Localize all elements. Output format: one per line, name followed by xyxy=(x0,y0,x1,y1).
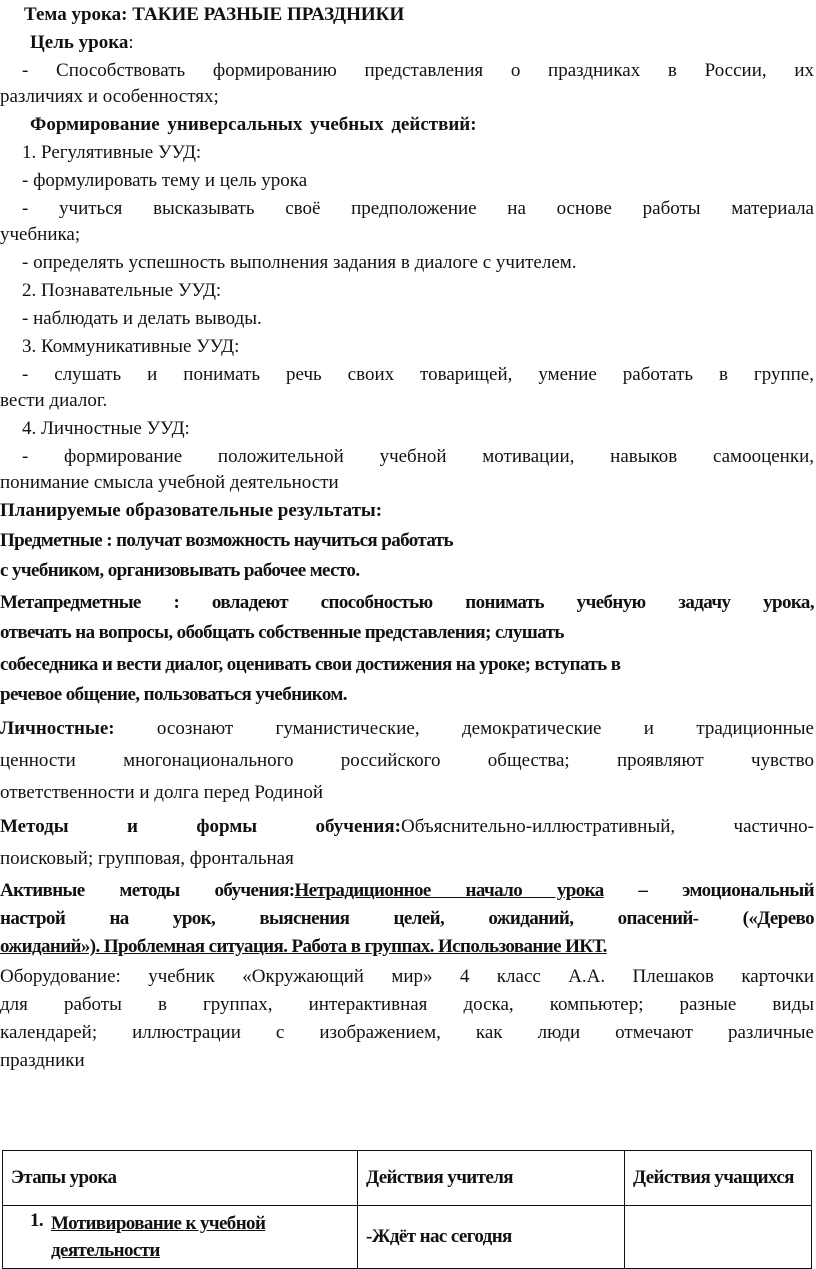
results-heading: Планируемые образовательные результаты: xyxy=(0,500,383,521)
cognitive-title: 2. Познавательные УУД: xyxy=(22,280,222,301)
subject-results-line-2: с учебником, организовывать рабочее место. xyxy=(0,560,360,581)
goal-heading: Цель урока: xyxy=(30,32,134,53)
active-methods-line-2: настрой на урок, выяснения целей, ожиданий, опасений- («Дерево xyxy=(0,908,814,929)
stage-number: 1. xyxy=(29,1210,43,1231)
methods-line-2: поисковый; групповая, фронтальная xyxy=(0,848,294,869)
regulatory-title: 1. Регулятивные УУД: xyxy=(22,142,202,163)
regulatory-item-1: - формулировать тему и цель урока xyxy=(22,170,308,191)
meta-results-line-4: речевое общение, пользоваться учебником. xyxy=(0,684,347,705)
personal-uud-line-2: понимание смысла учебной деятельности xyxy=(0,472,339,493)
personal-results-line-3: ответственности и долга перед Родиной xyxy=(0,782,324,803)
regulatory-item-2-line-2: учебника; xyxy=(0,224,81,245)
methods-line-1: Методы и формы обучения:Объяснительно-иллюстративный, частично- xyxy=(0,816,814,837)
stage-name: Мотивирование к учебной деятельности xyxy=(51,1213,266,1261)
teacher-action-cell: -Ждёт нас сегодня xyxy=(358,1206,625,1269)
personal-uud-line-1: - формирование положительной учебной мотивации, навыков самооценки, xyxy=(22,446,814,467)
personal-results-line-1: Личностные: осознают гуманистические, демократические и традиционные xyxy=(0,718,814,739)
table-header-row xyxy=(3,1151,812,1206)
header-stages: Этапы урока xyxy=(3,1151,358,1206)
equipment-line-1: Оборудование: учебник «Окружающий мир» 4 класс А.А. Плешаков карточки xyxy=(0,966,814,987)
personal-uud-title: 4. Личностные УУД: xyxy=(22,418,190,439)
uud-heading: Формирование универсальных учебных действий: xyxy=(30,114,477,135)
regulatory-item-2-line-1: - учиться высказывать своё предположение на основе работы материала xyxy=(22,198,814,219)
active-methods-line-3: ожиданий»). Проблемная ситуация. Работа в группах. Использование ИКТ. xyxy=(0,936,607,957)
table-row xyxy=(3,1206,812,1269)
lesson-stages-table xyxy=(2,1150,812,1269)
personal-results-line-2: ценности многонационального российского общества; проявляют чувство xyxy=(0,750,814,771)
equipment-line-2: для работы в группах, интерактивная доска, компьютер; разные виды xyxy=(0,994,814,1015)
student-action-cell xyxy=(625,1206,812,1269)
communicative-item-line-1: - слушать и понимать речь своих товарищей, умение работать в группе, xyxy=(22,364,814,385)
lesson-title: Тема урока: ТАКИЕ РАЗНЫЕ ПРАЗДНИКИ xyxy=(24,4,405,25)
cognitive-item-1: - наблюдать и делать выводы. xyxy=(22,308,262,329)
communicative-title: 3. Коммуникативные УУД: xyxy=(22,336,240,357)
communicative-item-line-2: вести диалог. xyxy=(0,390,108,411)
stage-cell xyxy=(3,1206,358,1269)
header-teacher-actions: Действия учителя xyxy=(358,1151,625,1206)
meta-results-line-3: собеседника и вести диалог, оценивать свои достижения на уроке; вступать в xyxy=(0,654,621,675)
subject-results-line-1: Предметные : получат возможность научиться работать xyxy=(0,530,453,551)
goal-line-2: различиях и особенностях; xyxy=(0,86,219,107)
meta-results-line-1: Метапредметные : овладеют способностью понимать учебную задачу урока, xyxy=(0,592,814,613)
meta-results-line-2: отвечать на вопросы, обобщать собственные представления; слушать xyxy=(0,622,564,643)
active-methods-line-1: Активные методы обучения:Нетрадиционное начало урока – эмоциональный xyxy=(0,880,814,901)
goal-line-1: - Способствовать формированию представления о праздниках в России, их xyxy=(22,60,814,81)
regulatory-item-3: - определять успешность выполнения задания в диалоге с учителем. xyxy=(22,252,577,273)
equipment-line-4: праздники xyxy=(0,1050,85,1071)
header-student-actions: Действия учащихся xyxy=(625,1151,812,1206)
equipment-line-3: календарей; иллюстрации с изображением, как люди отмечают различные xyxy=(0,1022,814,1043)
